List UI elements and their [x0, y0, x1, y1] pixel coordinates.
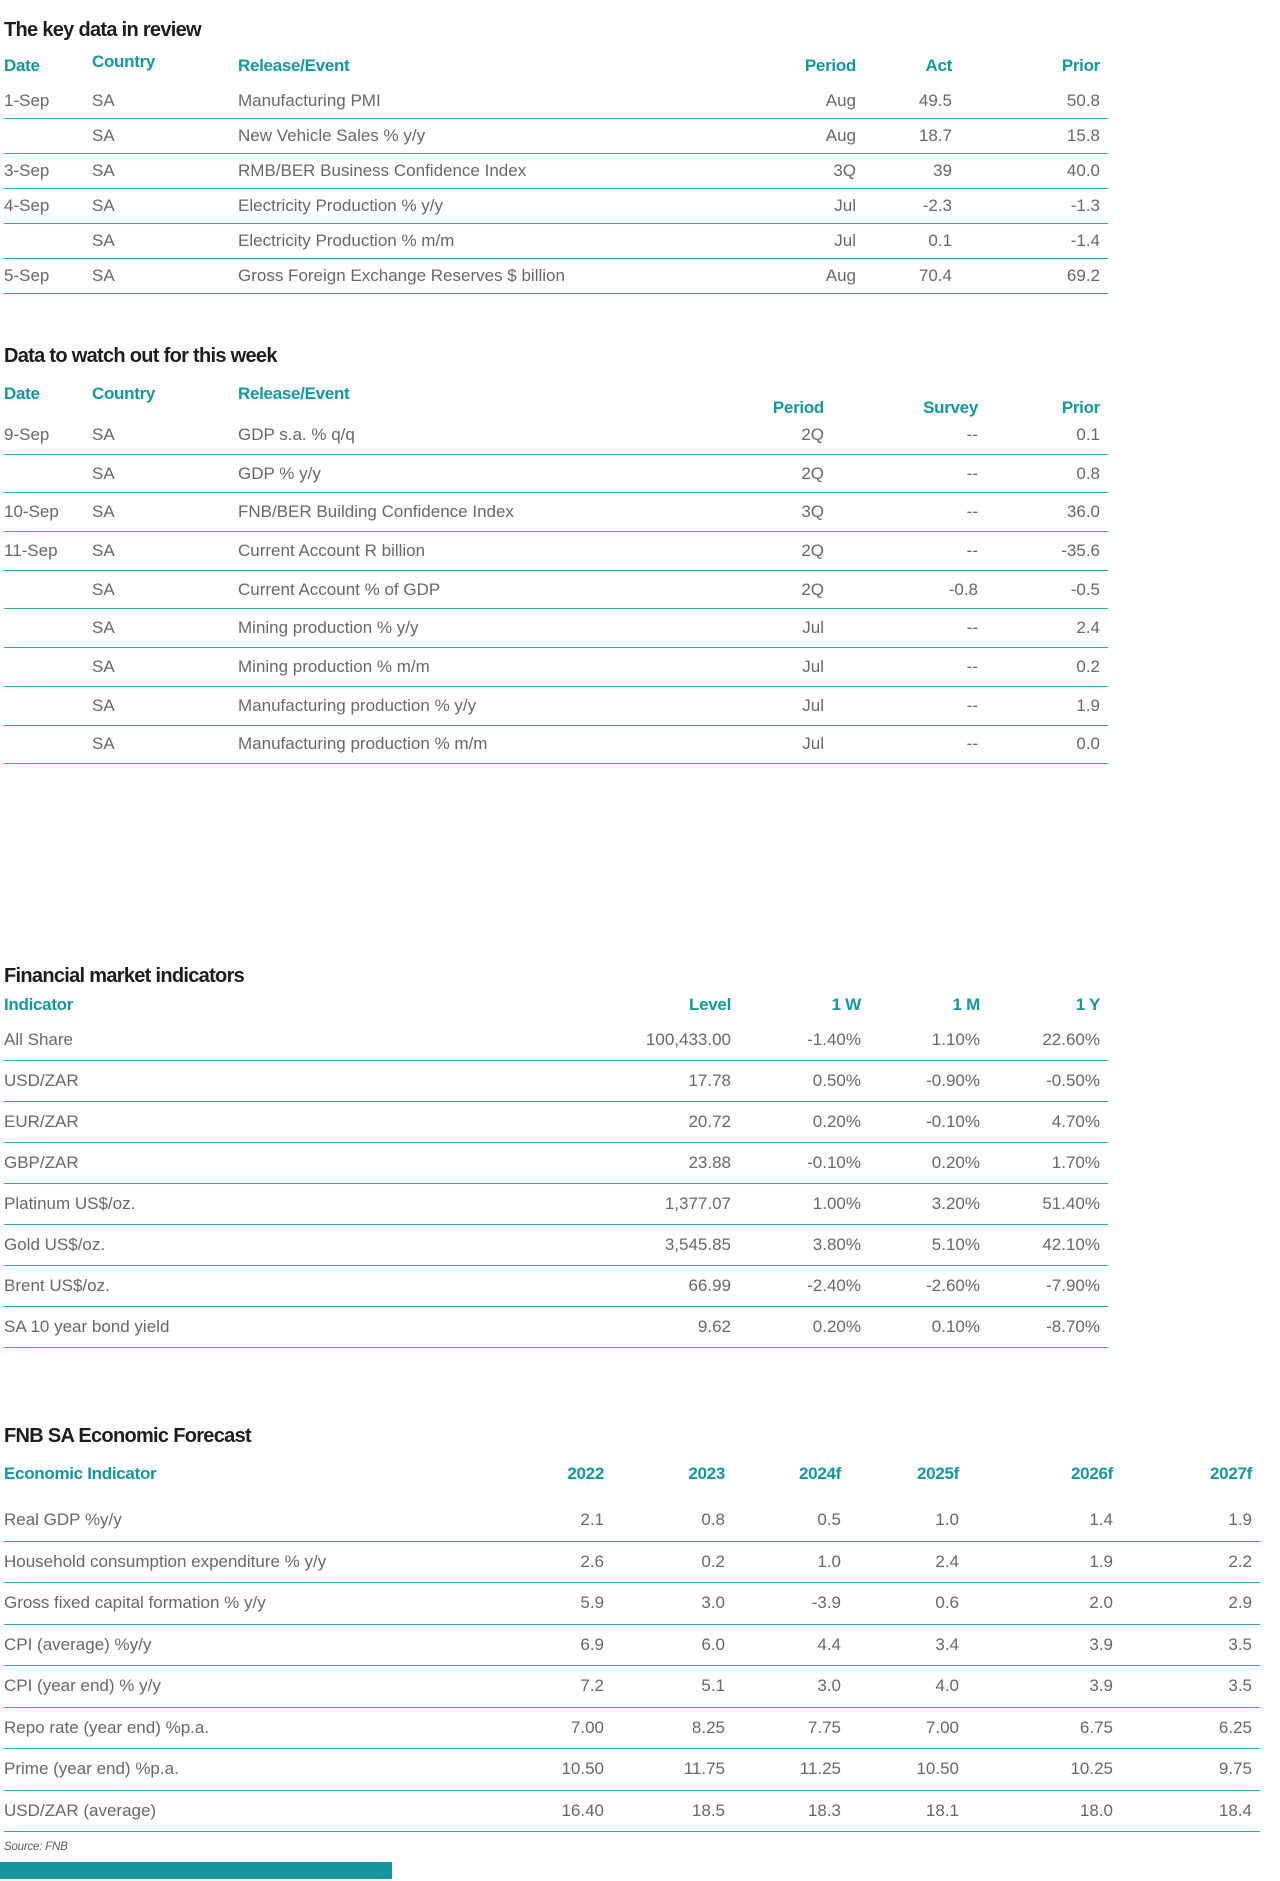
table-cell-prior: 36.0 — [1066, 502, 1100, 522]
table-cell-level: 20.72 — [688, 1112, 731, 1132]
table-cell-release: Manufacturing production % y/y — [238, 695, 477, 715]
table-cell-prior: 0.0 — [1076, 734, 1100, 754]
table-row — [4, 1625, 1260, 1667]
table-cell-m1: 5.10% — [931, 1235, 980, 1255]
table-cell-y2023: 5.1 — [701, 1676, 725, 1696]
table-cell-y1: 22.60% — [1042, 1030, 1100, 1050]
column-header-release-event: Release/Event — [238, 56, 350, 75]
table-row — [4, 1143, 1108, 1184]
table-row — [4, 1583, 1260, 1625]
table-row — [4, 84, 1108, 119]
table-row — [4, 416, 1108, 455]
table-cell-act: 0.1 — [928, 231, 952, 250]
table-cell-period: 2Q — [801, 579, 824, 599]
footer-accent-bar — [0, 1862, 392, 1879]
table-cell-y2026: 3.9 — [1089, 1634, 1113, 1654]
table-cell-level: 9.62 — [697, 1317, 731, 1337]
table-cell-y2025: 18.1 — [925, 1800, 959, 1820]
table-cell-y2022: 5.9 — [580, 1593, 604, 1613]
table-cell-country: SA — [92, 656, 115, 676]
section-key-data — [4, 18, 1280, 294]
table-cell-y1: 42.10% — [1042, 1235, 1100, 1255]
table-cell-prior: 0.1 — [1076, 424, 1100, 444]
table-cell-y1: 51.40% — [1042, 1194, 1100, 1214]
column-header-period: Period — [804, 56, 856, 75]
table-cell-release: Gross Foreign Exchange Reserves $ billion — [238, 266, 565, 285]
table-cell-release: Manufacturing production % m/m — [238, 734, 488, 754]
table-cell-prior: 1.9 — [1076, 695, 1100, 715]
table-body — [4, 1500, 1260, 1832]
column-header-1w: 1 W — [831, 995, 861, 1015]
table-cell-release: Electricity Production % m/m — [238, 231, 455, 250]
table-cell-indicator: CPI (average) %y/y — [4, 1634, 152, 1654]
table-header-row — [4, 48, 1108, 84]
column-header-release-event: Release/Event — [238, 384, 350, 403]
column-header-country: Country — [92, 52, 156, 71]
table-row — [4, 1791, 1260, 1833]
column-header-date: Date — [4, 384, 40, 403]
table-cell-indicator: Brent US$/oz. — [4, 1276, 110, 1296]
table-row — [4, 571, 1108, 610]
table-cell-act: -2.3 — [922, 196, 952, 215]
table-row — [4, 687, 1108, 726]
column-header-country: Country — [92, 384, 156, 403]
table-cell-y2026: 1.9 — [1089, 1551, 1113, 1571]
table-row — [4, 1020, 1108, 1061]
table-cell-period: 2Q — [801, 540, 824, 560]
table-cell-indicator: Household consumption expenditure % y/y — [4, 1551, 327, 1571]
table-cell-m1: 0.20% — [931, 1153, 980, 1173]
table-cell-release: Current Account R billion — [238, 540, 426, 560]
watch-week-table — [4, 372, 1108, 764]
table-cell-country: SA — [92, 231, 115, 250]
column-header-act: Act — [925, 56, 952, 75]
table-cell-survey: -- — [966, 463, 978, 483]
table-cell-y2026: 18.0 — [1079, 1800, 1113, 1820]
table-cell-prior: 69.2 — [1066, 266, 1100, 285]
table-cell-w1: -0.10% — [807, 1153, 861, 1173]
table-cell-level: 1,377.07 — [664, 1194, 731, 1214]
table-header-row — [4, 372, 1108, 416]
table-cell-survey: -- — [966, 424, 978, 444]
table-cell-indicator: CPI (year end) % y/y — [4, 1676, 161, 1696]
table-cell-y2024: 3.0 — [817, 1676, 841, 1696]
table-cell-survey: -- — [966, 540, 978, 560]
table-cell-indicator: EUR/ZAR — [4, 1112, 79, 1132]
table-cell-y2025: 0.6 — [935, 1593, 959, 1613]
table-row — [4, 1666, 1260, 1708]
table-cell-prior: 40.0 — [1066, 161, 1100, 180]
table-cell-y2025: 1.0 — [935, 1510, 959, 1530]
key-data-table — [4, 48, 1108, 294]
table-cell-country: SA — [92, 196, 115, 215]
table-cell-date: 4-Sep — [4, 196, 50, 215]
table-row — [4, 259, 1108, 294]
table-cell-survey: -- — [966, 656, 978, 676]
table-cell-indicator: Gold US$/oz. — [4, 1235, 106, 1255]
table-row — [4, 648, 1108, 687]
table-cell-survey: -0.8 — [948, 579, 978, 599]
table-row — [4, 455, 1108, 494]
section-title-watch-week: Data to watch out for this week — [4, 345, 277, 367]
table-cell-country: SA — [92, 91, 115, 110]
section-title-market-indicators: Financial market indicators — [4, 965, 245, 988]
table-cell-y2026: 6.75 — [1079, 1717, 1113, 1737]
section-watch-week — [4, 344, 1280, 764]
table-cell-w1: 1.00% — [812, 1194, 861, 1214]
table-body — [4, 416, 1108, 764]
table-cell-y2022: 6.9 — [580, 1634, 604, 1654]
table-cell-w1: 0.20% — [812, 1317, 861, 1337]
table-row — [4, 493, 1108, 532]
table-cell-release: GDP s.a. % q/q — [238, 424, 355, 444]
table-cell-release: Current Account % of GDP — [238, 579, 441, 599]
table-cell-period: 3Q — [833, 161, 856, 180]
table-cell-date: 9-Sep — [4, 424, 50, 444]
table-cell-m1: 0.10% — [931, 1317, 980, 1337]
table-cell-release: Mining production % y/y — [238, 618, 419, 638]
table-cell-survey: -- — [966, 502, 978, 522]
source-note: Source: FNB — [4, 1841, 68, 1854]
table-cell-date: 3-Sep — [4, 161, 50, 180]
table-cell-country: SA — [92, 266, 115, 285]
table-row — [4, 1708, 1260, 1750]
table-cell-act: 18.7 — [918, 126, 952, 145]
column-header-2026f: 2026f — [1071, 1464, 1113, 1484]
table-body — [4, 84, 1108, 294]
table-cell-country: SA — [92, 126, 115, 145]
table-row — [4, 609, 1108, 648]
column-header-1m: 1 M — [952, 995, 980, 1015]
column-header-date: Date — [4, 56, 40, 75]
table-cell-y2024: -3.9 — [811, 1593, 841, 1613]
table-cell-y2024: 0.5 — [817, 1510, 841, 1530]
table-cell-prior: -35.6 — [1061, 540, 1100, 560]
table-row — [4, 1061, 1108, 1102]
table-cell-y2025: 2.4 — [935, 1551, 959, 1571]
table-row — [4, 119, 1108, 154]
table-cell-y1: -8.70% — [1046, 1317, 1100, 1337]
table-row — [4, 1500, 1260, 1542]
table-cell-period: Aug — [825, 126, 856, 145]
section-title-economic-forecast: FNB SA Economic Forecast — [4, 1425, 251, 1448]
table-cell-prior: 15.8 — [1066, 126, 1100, 145]
table-cell-country: SA — [92, 424, 115, 444]
table-cell-y2025: 3.4 — [935, 1634, 959, 1654]
table-cell-indicator: Real GDP %y/y — [4, 1510, 122, 1530]
table-row — [4, 726, 1108, 765]
table-row — [4, 1307, 1108, 1348]
table-row — [4, 189, 1108, 224]
column-header-economic-indicator: Economic Indicator — [4, 1464, 157, 1484]
table-cell-survey: -- — [966, 695, 978, 715]
table-cell-period: Jul — [802, 656, 824, 676]
table-cell-indicator: SA 10 year bond yield — [4, 1317, 170, 1337]
table-cell-period: 3Q — [801, 502, 824, 522]
table-cell-w1: -1.40% — [807, 1030, 861, 1050]
table-cell-m1: -0.90% — [926, 1071, 980, 1091]
table-cell-y2023: 6.0 — [701, 1634, 725, 1654]
column-header-2025f: 2025f — [917, 1464, 959, 1484]
table-cell-w1: 0.20% — [812, 1112, 861, 1132]
column-header-2024f: 2024f — [799, 1464, 841, 1484]
table-cell-y2022: 2.6 — [580, 1551, 604, 1571]
table-cell-y2027: 1.9 — [1228, 1510, 1252, 1530]
column-header-period: Period — [772, 398, 824, 417]
table-cell-y2022: 16.40 — [561, 1800, 604, 1820]
table-cell-y1: 1.70% — [1051, 1153, 1100, 1173]
table-cell-level: 100,433.00 — [645, 1030, 731, 1050]
table-cell-release: Electricity Production % y/y — [238, 196, 444, 215]
table-cell-act: 70.4 — [918, 266, 952, 285]
table-cell-y2024: 7.75 — [807, 1717, 841, 1737]
table-cell-y2026: 10.25 — [1070, 1759, 1113, 1779]
table-cell-level: 3,545.85 — [664, 1235, 731, 1255]
table-cell-y2022: 10.50 — [561, 1759, 604, 1779]
table-cell-m1: -2.60% — [926, 1276, 980, 1296]
table-cell-y2023: 3.0 — [701, 1593, 725, 1613]
table-header-row — [4, 990, 1108, 1020]
table-cell-y2022: 7.2 — [580, 1676, 604, 1696]
table-cell-y1: -7.90% — [1046, 1276, 1100, 1296]
table-cell-release: Manufacturing PMI — [238, 91, 381, 110]
table-cell-release: GDP % y/y — [238, 463, 321, 483]
table-row — [4, 1542, 1260, 1584]
table-cell-y2027: 3.5 — [1228, 1676, 1252, 1696]
table-header-row — [4, 1448, 1260, 1500]
market-indicators-table — [4, 990, 1108, 1348]
table-cell-country: SA — [92, 540, 115, 560]
table-cell-period: Jul — [802, 618, 824, 638]
table-cell-release: RMB/BER Business Confidence Index — [238, 161, 527, 180]
column-header-survey: Survey — [923, 398, 978, 417]
table-cell-level: 23.88 — [688, 1153, 731, 1173]
table-cell-y2027: 18.4 — [1218, 1800, 1252, 1820]
column-header-2023: 2023 — [688, 1464, 725, 1484]
table-cell-indicator: Gross fixed capital formation % y/y — [4, 1593, 266, 1613]
column-header-1y: 1 Y — [1075, 995, 1100, 1015]
table-cell-period: 2Q — [801, 463, 824, 483]
table-cell-indicator: Repo rate (year end) %p.a. — [4, 1717, 210, 1737]
table-cell-m1: -0.10% — [926, 1112, 980, 1132]
table-cell-y2027: 6.25 — [1218, 1717, 1252, 1737]
table-cell-m1: 3.20% — [931, 1194, 980, 1214]
table-cell-w1: -2.40% — [807, 1276, 861, 1296]
table-cell-y2023: 0.8 — [701, 1510, 725, 1530]
table-cell-y2022: 2.1 — [580, 1510, 604, 1530]
table-cell-period: Aug — [825, 91, 856, 110]
table-body — [4, 1020, 1108, 1348]
table-cell-m1: 1.10% — [931, 1030, 980, 1050]
table-cell-indicator: GBP/ZAR — [4, 1153, 79, 1173]
table-cell-period: Jul — [834, 231, 856, 250]
table-cell-indicator: All Share — [4, 1030, 73, 1050]
table-cell-y2027: 2.2 — [1228, 1551, 1252, 1571]
table-cell-y2025: 7.00 — [925, 1717, 959, 1737]
table-cell-country: SA — [92, 734, 115, 754]
table-cell-period: Jul — [802, 734, 824, 754]
table-cell-prior: 50.8 — [1066, 91, 1100, 110]
table-cell-period: Aug — [825, 266, 856, 285]
table-cell-y2026: 3.9 — [1089, 1676, 1113, 1696]
section-title-key-data: The key data in review — [4, 19, 201, 41]
table-cell-prior: 0.8 — [1076, 463, 1100, 483]
table-cell-country: SA — [92, 502, 115, 522]
column-header-prior: Prior — [1061, 56, 1100, 75]
table-row — [4, 1225, 1108, 1266]
table-cell-y2023: 18.5 — [691, 1800, 725, 1820]
table-cell-act: 49.5 — [918, 91, 952, 110]
table-row — [4, 1102, 1108, 1143]
table-cell-indicator: USD/ZAR — [4, 1071, 79, 1091]
table-cell-y2024: 18.3 — [807, 1800, 841, 1820]
table-cell-y1: 4.70% — [1051, 1112, 1100, 1132]
table-row — [4, 224, 1108, 259]
section-economic-forecast — [4, 1424, 1280, 1832]
table-cell-y1: -0.50% — [1046, 1071, 1100, 1091]
table-cell-date: 11-Sep — [4, 540, 58, 560]
table-row — [4, 154, 1108, 189]
column-header-prior: Prior — [1061, 398, 1100, 417]
table-cell-level: 66.99 — [688, 1276, 731, 1296]
table-cell-y2024: 1.0 — [817, 1551, 841, 1571]
table-cell-level: 17.78 — [688, 1071, 731, 1091]
table-cell-y2024: 11.25 — [799, 1759, 841, 1779]
table-cell-y2025: 4.0 — [935, 1676, 959, 1696]
table-row — [4, 1266, 1108, 1307]
table-cell-y2027: 2.9 — [1228, 1593, 1252, 1613]
table-cell-period: 2Q — [801, 424, 824, 444]
table-cell-y2026: 1.4 — [1089, 1510, 1113, 1530]
table-cell-release: FNB/BER Building Confidence Index — [238, 502, 514, 522]
table-row — [4, 532, 1108, 571]
table-cell-date: 10-Sep — [4, 502, 59, 522]
column-header-2027f: 2027f — [1210, 1464, 1252, 1484]
table-cell-release: New Vehicle Sales % y/y — [238, 126, 426, 145]
table-cell-prior: -1.3 — [1070, 196, 1100, 215]
table-cell-date: 5-Sep — [4, 266, 50, 285]
table-cell-y2025: 10.50 — [916, 1759, 959, 1779]
table-cell-prior: -0.5 — [1070, 579, 1100, 599]
table-cell-w1: 3.80% — [812, 1235, 861, 1255]
table-cell-y2023: 8.25 — [691, 1717, 725, 1737]
table-cell-y2023: 0.2 — [701, 1551, 725, 1571]
table-cell-prior: -1.4 — [1070, 231, 1100, 250]
table-cell-y2027: 9.75 — [1218, 1759, 1252, 1779]
table-cell-prior: 2.4 — [1076, 618, 1100, 638]
table-cell-period: Jul — [834, 196, 856, 215]
table-cell-y2027: 3.5 — [1228, 1634, 1252, 1654]
table-cell-indicator: Platinum US$/oz. — [4, 1194, 136, 1214]
table-cell-country: SA — [92, 463, 115, 483]
table-cell-prior: 0.2 — [1076, 656, 1100, 676]
table-cell-w1: 0.50% — [812, 1071, 861, 1091]
table-cell-y2026: 2.0 — [1089, 1593, 1113, 1613]
table-cell-period: Jul — [802, 695, 824, 715]
table-cell-country: SA — [92, 695, 115, 715]
table-cell-country: SA — [92, 618, 115, 638]
table-cell-country: SA — [92, 161, 115, 180]
table-cell-country: SA — [92, 579, 115, 599]
table-cell-y2022: 7.00 — [570, 1717, 604, 1737]
table-cell-release: Mining production % m/m — [238, 656, 430, 676]
table-row — [4, 1749, 1260, 1791]
table-cell-indicator: USD/ZAR (average) — [4, 1800, 157, 1820]
table-cell-date: 1-Sep — [4, 91, 50, 110]
column-header-indicator: Indicator — [4, 995, 74, 1015]
economic-forecast-table — [4, 1448, 1260, 1832]
section-market-indicators — [4, 964, 1280, 1348]
table-cell-survey: -- — [966, 734, 978, 754]
table-row — [4, 1184, 1108, 1225]
column-header-level: Level — [689, 995, 731, 1015]
table-cell-act: 39 — [933, 161, 952, 180]
column-header-2022: 2022 — [567, 1464, 604, 1484]
table-cell-y2023: 11.75 — [683, 1759, 725, 1779]
table-cell-y2024: 4.4 — [817, 1634, 841, 1654]
table-cell-survey: -- — [966, 618, 978, 638]
table-cell-indicator: Prime (year end) %p.a. — [4, 1759, 179, 1779]
